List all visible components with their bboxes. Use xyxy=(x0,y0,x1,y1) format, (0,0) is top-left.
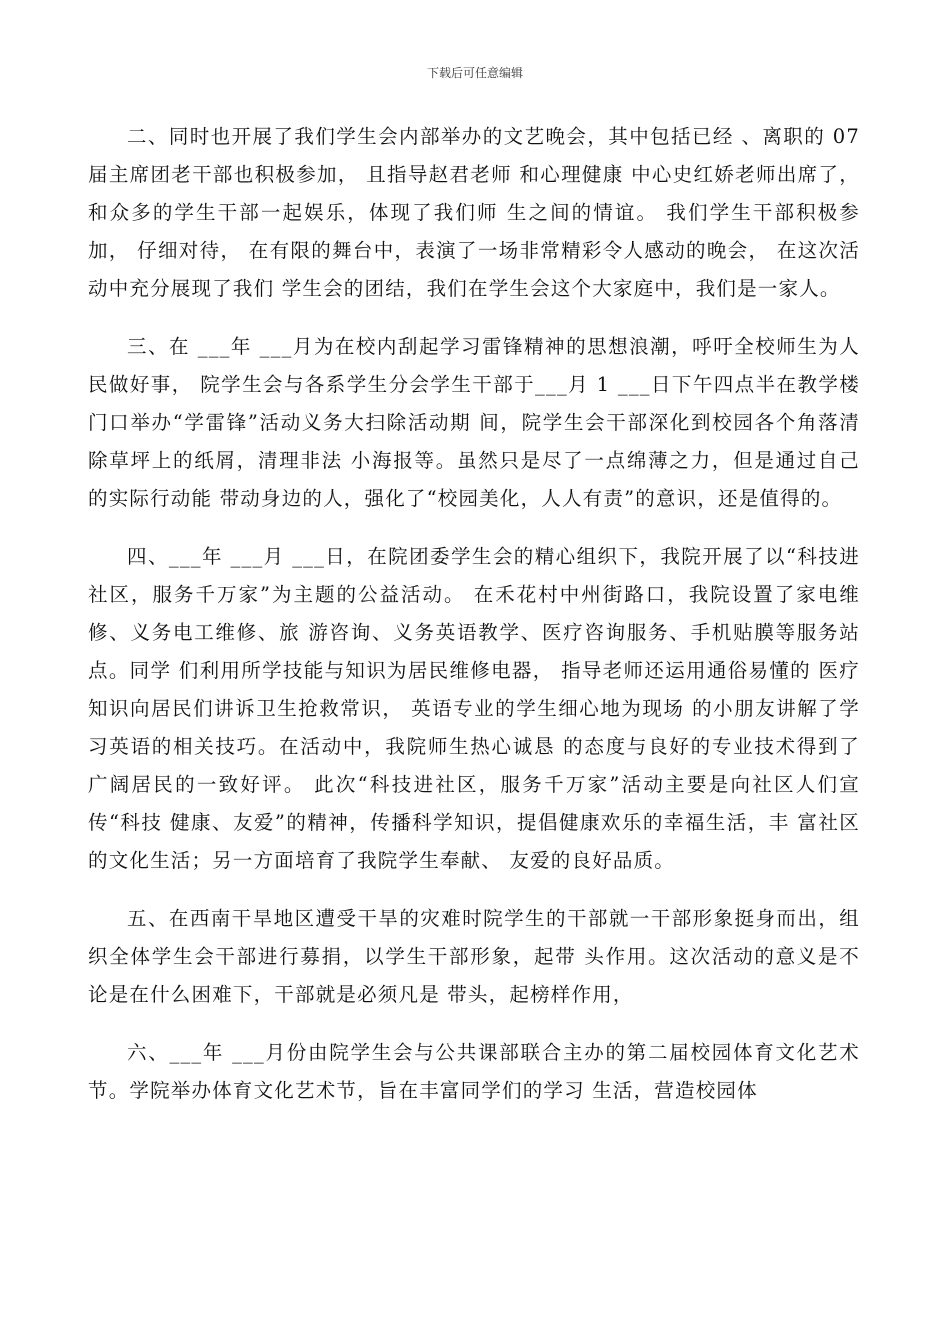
paragraph-2: 二、同时也开展了我们学生会内部举办的文艺晚会，其中包括已经 、离职的 07 届主席团老干部也积极参加， 且指导赵君老师 和心理健康 中心史红娇老师出席了，和众多的学生干部一起娱乐，体现了我们师 生之间的情谊。 我们学生干部积极参加， 仔细对待， 在有限的舞台中，表演了一场非常精彩令人感动的晚会， 在这次活动中充分展现了我们 学生会的团结，我们在学生会这个大家庭中，我们是一家人。 xyxy=(88,125,860,300)
page-header: 下载后可任意编辑 xyxy=(426,66,523,80)
paragraph-5: 五、在西南干旱地区遭受干旱的灾难时院学生的干部就一干部形象挺身而出，组织全体学生会干部进行募捐，以学生干部形象，起带 头作用。这次活动的意义是不论是在什么困难下，干部就是必须凡是 带头，起榜样作用， xyxy=(88,907,860,1006)
paragraph-3: 三、在 ___年 ___月为在校内刮起学习雷锋精神的思想浪潮，呼吁全校师生为人民做好事， 院学生会与各系学生分会学生干部于___月 1 ___日下午四点半在教学楼门口举办“学雷锋”活动义务大扫除活动期 间，院学生会干部深化到校园各个角落清除草坪上的纸屑，清理非法 小海报等。虽然只是尽了一点绵薄之力，但是通过自己的实际行动能 带动身边的人，强化了“校园美化，人人有责”的意识，还是值得的。 xyxy=(88,335,860,510)
paragraph-6: 六、___年 ___月份由院学生会与公共课部联合主办的第二届校园体育文化艺术节。学院举办体育文化艺术节，旨在丰富同学们的学习 生活，营造校园体 xyxy=(88,1041,860,1102)
document-body xyxy=(88,118,860,1110)
paragraph-4: 四、___年 ___月 ___日，在院团委学生会的精心组织下，我院开展了以“科技进社区，服务千万家”为主题的公益活动。 在禾花村中州街路口，我院设置了家电维修、义务电工维修、旅 游咨询、义务英语教学、医疗咨询服务、手机贴膜等服务站点。同学 们利用所学技能与知识为居民维修电器， 指导老师还运用通俗易懂的 医疗知识向居民们讲诉卫生抢救常识， 英语专业的学生细心地为现场 的小朋友讲解了学习英语的相关技巧。在活动中，我院师生热心诚恳 的态度与良好的专业技术得到了广阔居民的一致好评。 此次“科技进社区，服务千万家”活动主要是向社区人们宣传“科技 健康、友爱”的精神，传播科学知识，提倡健康欢乐的幸福生活，丰 富社区的文化生活；另一方面培育了我院学生奉献、 友爱的良好品质。 xyxy=(88,545,860,872)
